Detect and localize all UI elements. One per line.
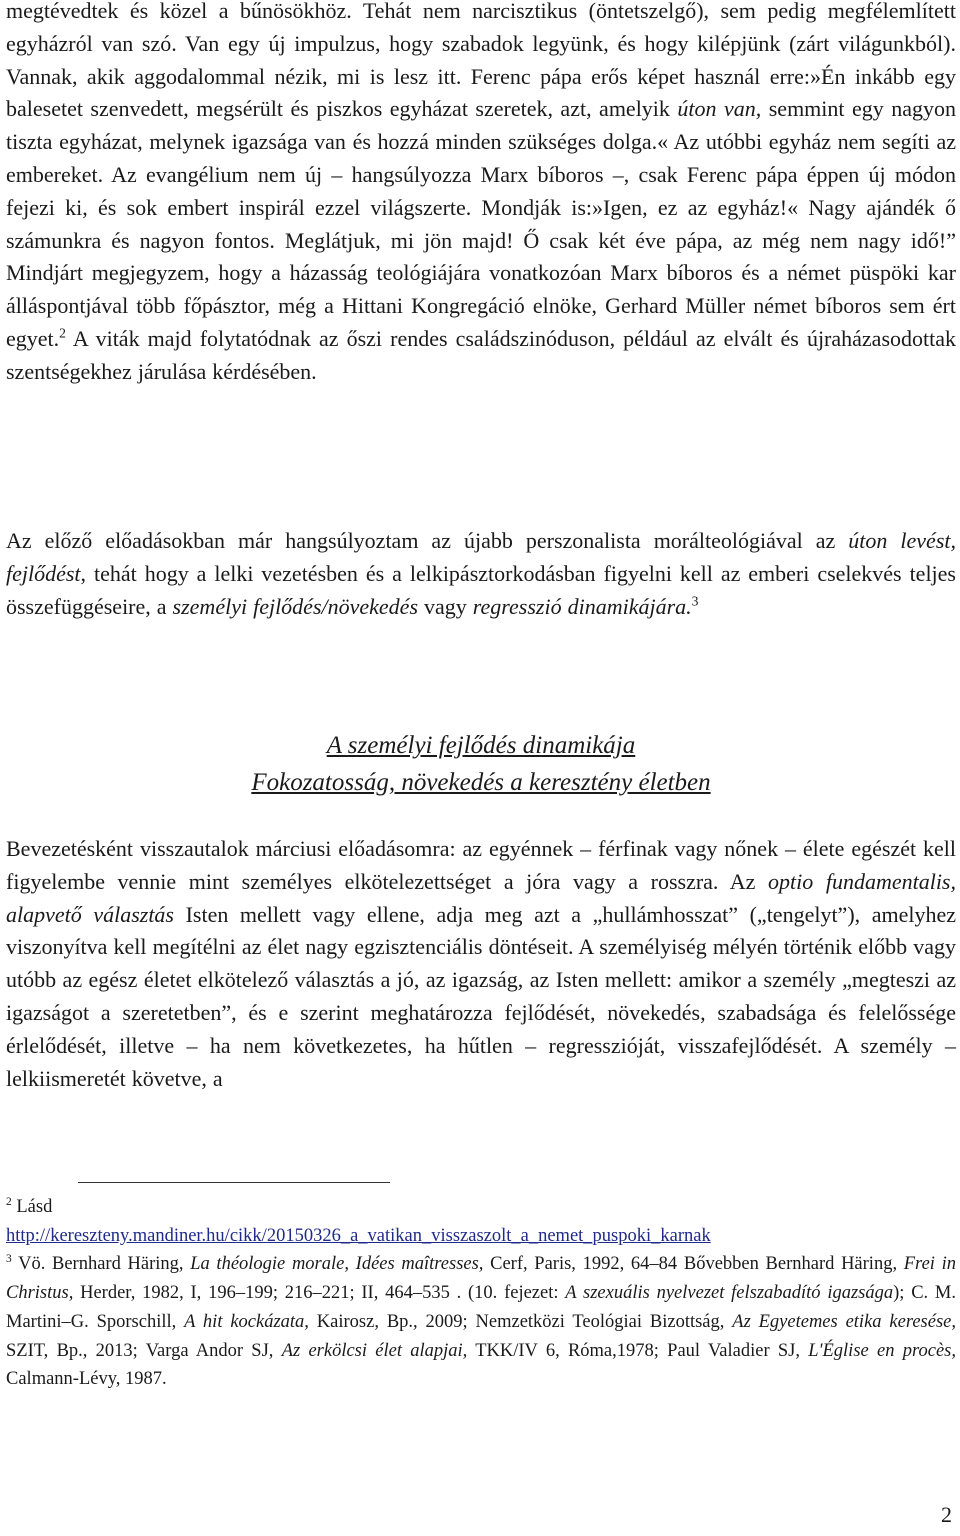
section-subtitle: Fokozatosság, növekedés a keresztény életben [251,769,711,796]
italic-text: úton van, [677,96,762,122]
footnotes [6,1193,956,1394]
italic-text: Az erkölcsi élet alapjai, [281,1340,468,1361]
footnote-ref-2[interactable]: 2 [59,325,66,341]
text-run: megtévedtek és közel a bűnösökhöz. Tehát nem narcisztikus (öntetszelgő), sem pedig megfélemlített egyházról van szó. Van egy új impulzus, hogy szabadok legyünk, és hogy kilépjünk (zárt világunkból). Vannak, akik aggodalommal nézik, mi is lesz itt. Ferenc pápa erős képet használ erre:»Én inkább egy balesetet szenvedett, megsérült és piszkos egyházat szeretek, azt, amelyik [6,0,956,122]
italic-text: Az Egyetemes etika keresése, [732,1311,956,1332]
body-paragraph-1 [6,0,956,389]
text-run: vagy [418,593,473,619]
text-run: semmint egy nagyon tiszta egyházat, melynek igazsága van és hozzá minden szükséges dolga.« Az utóbbi egyház nem segíti az embereket. Az evangélium nem új – hangsúlyozza Marx bíboros –, csak Ferenc pápa éppen új módon fejezi ki, és sok embert inspirál ezzel világszerte. Mondják is:»Igen, ez az egyház!« Nagy ajándék ő számunkra és nagyon fontos. Meglátjuk, mi jön majd! Ő csak két éve pápa, az még nem nagy idő!” Mindjárt megjegyzem, hogy a házasság teológiájára vonatkozóan Marx bíboros és a német püspöki kar álláspontjával több főpásztor, még a Hittani Kongregáció elnöke, Gerhard Müller német bíboros sem ért egyet. [6,96,956,351]
text-run: Az előző előadásokban már hangsúlyoztam az újabb perszonalista morálteológiával az [6,528,849,553]
text-run: Herder, 1982, I, 196–199; 216–221; II, 464–535 . (10. fejezet: [73,1283,566,1304]
italic-text: optio fundamentalis, alapvető választás [6,868,956,927]
italic-text: La théologie morale, Idées maîtresses, [190,1254,484,1275]
text-run: Calmann-Lévy, 1987. [6,1369,167,1390]
section-heading [6,727,956,801]
italic-text: úton levést, fejlődést [6,528,956,586]
body-paragraph-2 [6,525,956,623]
italic-text: regresszió dinamikájára. [472,593,692,619]
italic-text: személyi fejlődés/növekedés [172,593,419,619]
italic-text: Frei in Christus, [6,1254,956,1304]
text-run: Isten mellett vagy ellene, adja meg azt a „hullámhosszat” („tengelyt”), amelyhez viszonyítva kell megítélni az élet nagy egzisztenciális döntéseit. A személyiség mélyén történik előbb vagy utóbb az egész életet elkötelező választás a jó, az igazság, az Isten mellett: amikor a személy „megteszi az igazságot a szeretetben”, és e szerint meghatározza fejlődését, növekedés, szabadsága és felelőssége érlelődését, illetve – ha nem következetes, ha hűtlen – regresszióját, visszafejlődését. A személy – lelkiismeretét követve, a [6,901,956,1091]
text-run: Lásd [11,1197,53,1217]
text-run: Cerf, Paris, 1992, 64–84 Bővebben Bernhard Häring, [483,1254,904,1275]
text-run: , tehát hogy a lelki vezetésben és a lelkipásztorkodásban figyelni kell az emberi cselekvés teljes összefüggéseire, a [6,560,956,619]
text-run: SZIT, Bp., 2013; Varga Andor SJ, [6,1340,282,1361]
footnote-number: 3 [6,1253,12,1266]
text-run: ); C. M. Martini–G. Sporschill, [6,1283,957,1332]
text-run: Vö. Bernhard Häring, [11,1254,191,1275]
footnote-2 [6,1193,956,1250]
footnote-3 [6,1250,956,1394]
page-number: 2 [941,1502,952,1527]
italic-text: A szexuális nyelvezet felszabadító igazsága [565,1283,894,1304]
italic-text: L'Église en procès, [808,1340,956,1361]
text-run: Kairosz, Bp., 2009; Nemzetközi Teológiai Bizottság, [308,1311,733,1332]
body-paragraph-3 [6,833,956,1095]
footnote-link[interactable]: http://kereszteny.mandiner.hu/cikk/20150326_a_vatikan_visszaszolt_a_nemet_puspoki_karnak [6,1225,711,1246]
section-title: A személyi fejlődés dinamikája [326,732,636,759]
footnote-number: 2 [6,1195,12,1208]
footnote-ref-3[interactable]: 3 [691,593,699,609]
footnote-separator [78,1182,390,1183]
text-run: A viták majd folytatódnak az őszi rendes családszinóduson, például az elvált és újraházasodottak szentségekhez járulása kérdésében. [6,325,956,384]
italic-text: A hit kockázata, [184,1311,309,1332]
text-run: TKK/IV 6, Róma,1978; Paul Valadier SJ, [467,1340,809,1361]
text-run: Bevezetésként visszautalok márciusi előadásomra: az egyénnek – férfinak vagy nőnek – élete egészét kell figyelembe vennie mint személyes elkötelezettséget a jóra vagy a rosszra. Az [6,836,956,894]
